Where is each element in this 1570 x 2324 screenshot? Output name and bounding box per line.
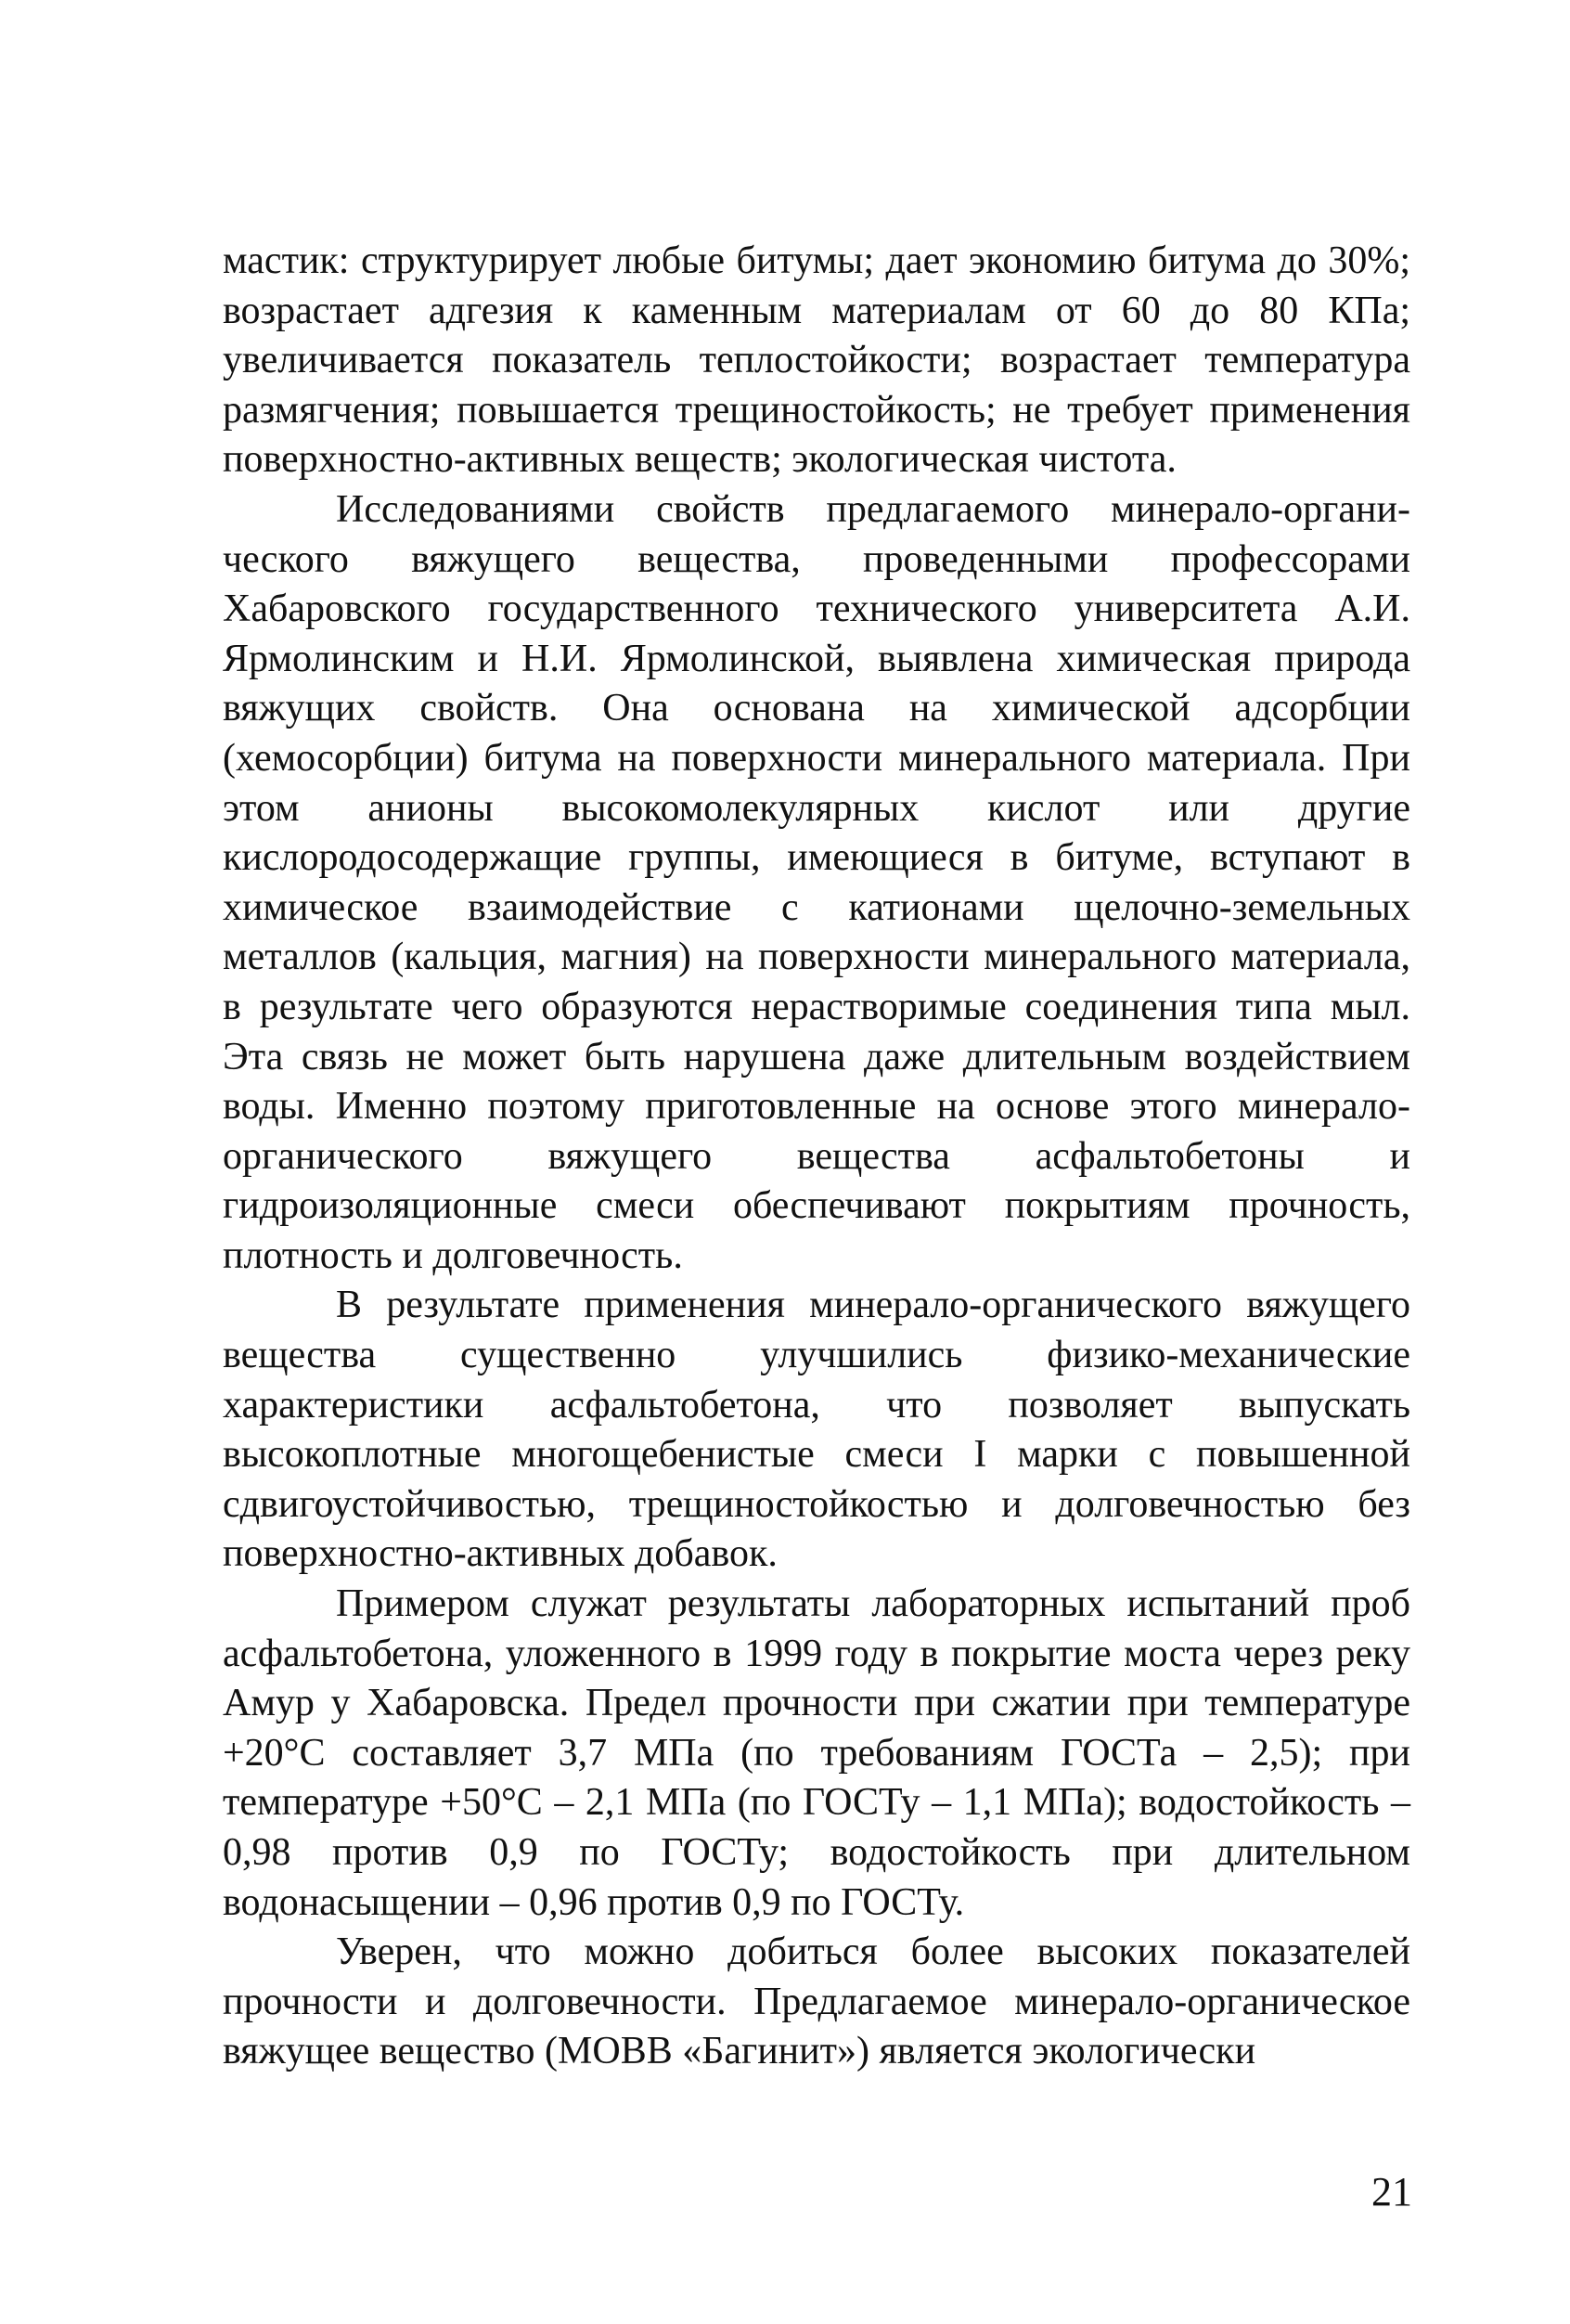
paragraph-3: В результате применения минерало-органического вяжущего вещества существенно улучшились физико-механические характеристики асфальтобетона, что позволяет выпускать высокоплотные многощебенистые смеси I марки с повышенной сдвигоустойчивостью, трещиностойкостью и долговечностью без поверхностно-активных добавок. bbox=[223, 1284, 1410, 1576]
page-text-block bbox=[223, 237, 1410, 2279]
page-number: 21 bbox=[1371, 2169, 1412, 2214]
paragraph-1: мастик: структурирует любые битумы; дает экономию битума до 30%; возрастает адгезия к каменным материалам от 60 до 80 КПа; увеличивается показатель теплостойкости; возрастает температура размягчения; повышается трещиностойкость; не требует применения поверхностно-активных веществ; экологическая чистота. bbox=[223, 239, 1410, 482]
paragraph-5: Уверен, что можно добиться более высоких показателей прочности и долговечности. Предлагаемое минерало-органическое вяжущее вещество (МОВВ «Багинит») является экологически bbox=[223, 1930, 1410, 2073]
paragraph-4: Примером служат результаты лабораторных испытаний проб асфальтобетона, уложенного в 1999 году в покрытие моста через реку Амур у Хабаровска. Предел прочности при сжатии при температуре +20°С составляет 3,7 МПа (по требованиям ГОСТа – 2,5); при температуре +50°С – 2,1 МПа (по ГОСТу – 1,1 МПа); водостойкость – 0,98 против 0,9 по ГОСТу; водостойкость при длительном водонасыщении – 0,96 против 0,9 по ГОСТу. bbox=[223, 1582, 1410, 1924]
paragraph-2: Исследованиями свойств предлагаемого минерало-органического вяжущего вещества, проведенными профессорами Хабаровского государственного технического университета А.И. Ярмолинским и Н.И. Ярмолинской, выявлена химическая природа вяжущих свойств. Она основана на химической адсорбции (хемосорбции) битума на поверхности минерального материала. При этом анионы высокомолекулярных кислот или другие кислородосодержащие группы, имеющиеся в битуме, вступают в химическое взаимодействие с катионами щелочно-земельных металлов (кальция, магния) на поверхности минерального материала, в результате чего образуются нерастворимые соединения типа мыл. Эта связь не может быть нарушена даже длительным воздействием воды. Именно поэтому приготовленные на основе этого минерало-органического вяжущего вещества асфальтобетоны и гидроизоляционные смеси обеспечивают покрытиям прочность, плотность и долговечность. bbox=[223, 487, 1410, 1277]
